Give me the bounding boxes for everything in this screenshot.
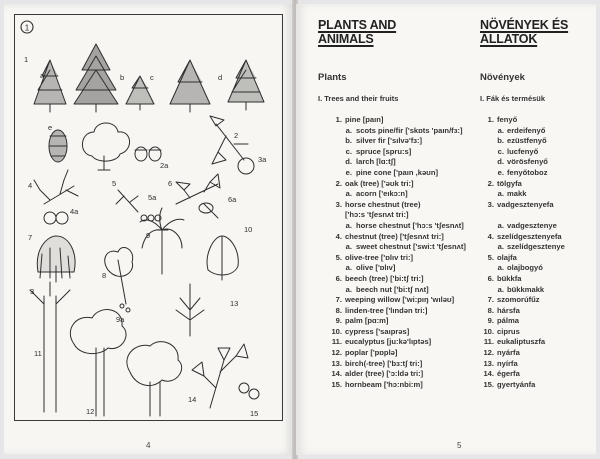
item-number: 10. [331,326,342,336]
item-text: égerfa [497,369,520,379]
item-number: a. [497,220,504,230]
item-number: 12. [331,348,342,358]
figure-label: a [40,71,45,80]
item-text: makk [507,189,527,199]
item-number: a. [497,125,504,135]
figure-label: 3a [258,155,267,164]
item-number: 3. [335,199,342,209]
item-text: sweet chestnut ['swi:t 'tʃesnʌt] [356,242,466,252]
item-text: larch [lɑ:tʃ] [356,157,396,167]
item-number: d. [345,157,352,167]
item-text: linden-tree ['lındən tri:] [345,305,428,315]
figure-label: b [120,73,125,82]
item-text: lucfenyő [507,146,539,156]
item-number: 11. [483,337,494,347]
conifer-e-icon [228,60,264,110]
item-text: szelídgesztenyefa [497,231,562,241]
figure-label: 2 [234,131,239,140]
item-number: 14. [331,369,342,379]
item-text: scots pine/fir ['skɒts 'paın/fɜ:] [356,125,463,135]
item-text: ciprus [497,326,520,336]
item-text: birch(-tree) ['bɜ:tʃ tri:] [345,358,423,368]
item-text: horse chestnut ['hɔ:s 'tʃesnʌt] [356,220,464,230]
linden-leaf-icon [105,247,133,312]
item-text: gyertyánfa [497,379,536,389]
item-number: 1. [335,115,342,124]
item-text: fenyő [497,115,518,124]
figure-label: 4 [28,181,33,190]
item-text: ['hɔ:s 'tʃesnʌt tri:] [345,210,409,220]
item-number: 11. [331,337,342,347]
item-number: a. [345,242,352,252]
english-subtitle: Plants [318,72,347,83]
poplar-tree-icon [70,310,126,416]
item-number: a. [345,220,352,230]
figure-label: 4a [70,207,79,216]
item-number: a. [345,189,352,199]
conifer-a-icon [34,60,66,112]
item-number: c. [497,146,504,156]
hungarian-title-line1: NÖVÉNYEK ÉS [480,18,569,32]
item-text: alder (tree) ['ɔ:ldə tri:] [345,369,424,379]
figure-label: 11 [34,349,42,358]
hornbeam-branch-icon [192,344,259,408]
item-text: tölgyfa [497,178,522,188]
tree-illustrations [4,4,294,455]
horse-chestnut-branch-icon [210,116,254,174]
figure-label: 5a [148,193,157,202]
item-text: silver fir ['sılvə'fɜ:] [356,136,423,146]
beech-branch-icon [176,174,220,218]
item-number: 7. [335,295,342,305]
acorn-icon [135,147,161,161]
english-section-heading: I. Trees and their fruits [318,94,399,103]
item-text: erdeifenyő [507,125,546,135]
item-number: b. [497,136,504,146]
figure-label: d [218,73,223,82]
english-title-line1: PLANTS AND [318,18,397,32]
item-text: vadgesztenye [507,220,557,230]
item-text: ezüstfenyő [507,136,547,146]
item-number: 12. [483,348,494,358]
item-text: nyárfa [497,348,520,358]
figure-label: 2a [160,161,169,170]
item-number: a. [345,284,352,294]
item-number: b. [345,136,352,146]
cypress-icon [207,236,238,280]
conifer-d-icon [170,60,210,112]
alder-tree-icon [127,342,182,416]
figure-label: 9 [146,231,151,240]
figure-label: 13 [230,299,239,308]
chapter-badge-number: 1 [24,23,30,33]
item-text: beech nut ['bi:tʃ nʌt] [356,284,429,294]
item-text: beech (tree) ['bi:tʃ tri:] [345,273,424,283]
item-number: 8. [335,305,342,315]
item-number: 2. [487,178,494,188]
item-text: horse chestnut (tree) [345,199,421,209]
item-text: olajfa [497,252,517,262]
item-text: fenyőtoboz [507,167,548,177]
english-title [318,18,396,46]
figure-label: 9a [116,315,125,324]
item-text: hornbeam ['hɔ:nbi:m] [345,379,423,389]
item-text: cypress ['saıprəs] [345,326,410,336]
figure-label: 3 [30,287,35,296]
item-text: olive ['ɒlıv] [356,263,396,273]
item-number: 6. [487,273,494,283]
item-number: e. [497,167,504,177]
right-page [296,4,596,455]
figure-label: e [48,123,53,132]
item-number: 14. [483,369,494,379]
item-text: oak (tree) ['əʊk tri:] [345,178,414,188]
item-text: nyírfa [497,358,518,368]
item-number: d. [497,157,504,167]
figure-label: c [150,73,154,82]
item-text: pálma [497,316,519,326]
item-number: 7. [487,295,494,305]
oak-tree-icon [82,123,129,170]
conifer-b-icon [74,44,118,112]
eucalyptus-tree-icon [30,282,70,412]
left-page [4,4,294,455]
figure-label: 5 [112,179,117,188]
hungarian-section-heading: I. Fák és termésük [480,94,546,103]
item-number: e. [345,167,352,177]
figure-label: 14 [188,395,197,404]
item-text: acorn ['eıkɔ:n] [356,189,408,199]
item-text: chestnut (tree) ['tʃesnʌt tri:] [345,231,444,241]
figure-label: 12 [86,407,95,416]
item-number: a. [345,263,352,273]
figure-label: 15 [250,409,259,418]
figure-label: 6 [168,179,173,188]
item-number: a. [497,242,504,252]
item-number: 9. [487,316,494,326]
birch-tree-icon [176,284,204,336]
item-number: 15. [483,379,494,389]
item-text: olive-tree ['ɒlıv tri:] [345,252,414,262]
item-number: c. [345,146,352,156]
pine-cone-icon [49,130,67,162]
item-text: pine [paın] [345,115,384,124]
item-number: 5. [335,252,342,262]
item-number: a. [497,189,504,199]
item-number: a. [497,284,504,294]
hungarian-subtitle: Növények [480,72,525,83]
chapter-badge [21,21,33,33]
item-text: poplar ['pɒplə] [345,348,398,358]
hungarian-title-line2: ÁLLATOK [480,32,538,46]
item-text: pine cone ['paın ,kəʊn] [356,167,439,177]
figure-label: 6a [228,195,237,204]
weeping-willow-icon [37,236,75,282]
item-text: vadgesztenyefa [497,199,554,209]
item-text: eucalyptus [ju:kə'lıptəs] [345,337,432,347]
item-number: 4. [487,231,494,241]
item-text: bükkfa [497,273,522,283]
item-number: a. [345,125,352,135]
item-number: 2. [335,178,342,188]
item-number: 9. [335,316,342,326]
figure-label: 7 [28,233,33,242]
item-text: palm [pɑ:m] [345,316,389,326]
item-number: 4. [335,231,342,241]
item-text: bükkmakk [507,284,545,294]
item-number: 5. [487,252,494,262]
item-text: szelídgesztenye [507,242,565,252]
item-number: 13. [483,358,494,368]
item-number: a. [497,263,504,273]
item-number: 6. [335,273,342,283]
item-number: 13. [331,358,342,368]
item-number: 8. [487,305,494,315]
item-text: spruce [spru:s] [356,146,412,156]
item-number: 10. [483,326,494,336]
figure-label: 10 [244,225,253,234]
page-number-right: 5 [457,441,462,450]
item-text: vörösfenyő [507,157,548,167]
figure-label: 1 [24,55,29,64]
english-title-line2: ANIMALS [318,32,374,46]
page-number-left: 4 [146,441,151,450]
item-text: olajbogyó [507,263,543,273]
item-text: szomorúfűz [497,295,540,305]
item-number: 15. [331,379,342,389]
hungarian-title [480,18,568,46]
item-text: weeping willow ['wi:pıŋ 'wıləʊ] [345,295,455,305]
item-number: 3. [487,199,494,209]
figure-label: 8 [102,271,107,280]
item-text: eukaliptuszfa [497,337,546,347]
item-number: 1. [487,115,494,124]
item-text: hársfa [497,305,520,315]
